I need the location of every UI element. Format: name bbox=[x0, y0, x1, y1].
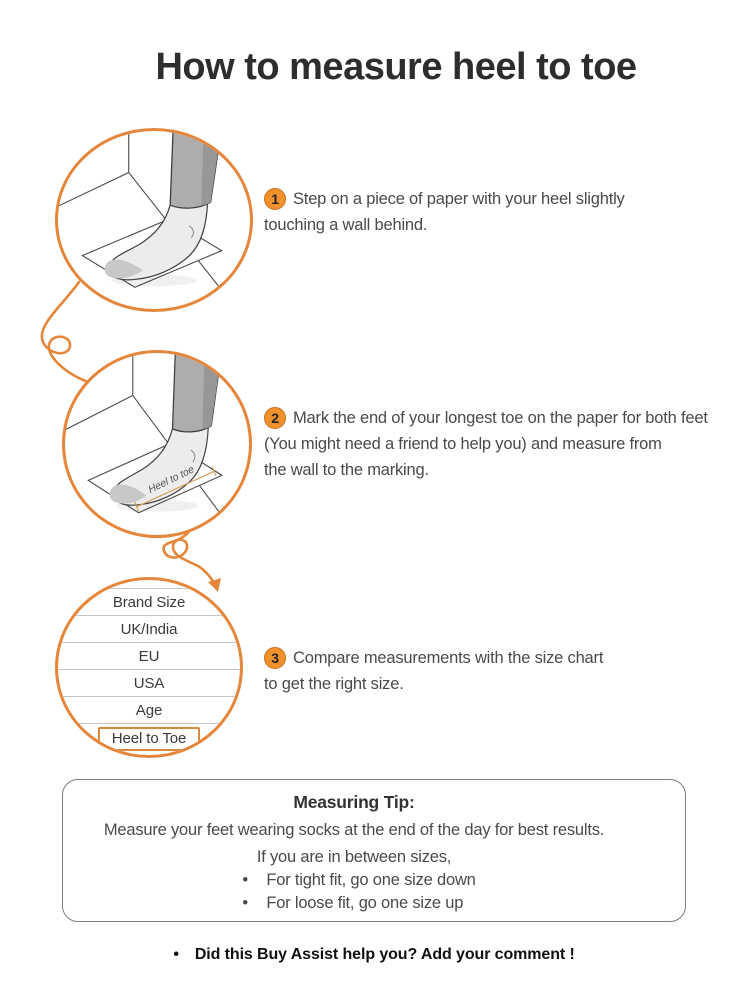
step-1 bbox=[264, 186, 746, 238]
size-chart-row-label: UK/India bbox=[120, 620, 178, 638]
size-chart-row-label: Brand Size bbox=[112, 593, 186, 611]
step-3-text-line: to get the right size. bbox=[264, 675, 404, 693]
step-1-number-badge: 1 bbox=[264, 188, 286, 210]
size-chart-row bbox=[58, 696, 240, 723]
footer-text: Did this Buy Assist help you? Add your comment ! bbox=[194, 946, 575, 963]
measuring-tip-list bbox=[232, 869, 475, 915]
step-2 bbox=[264, 405, 746, 483]
foot-on-paper-illustration bbox=[58, 131, 250, 309]
step-3 bbox=[264, 645, 746, 697]
page-title: How to measure heel to toe bbox=[155, 46, 637, 88]
step-2-text-line: the wall to the marking. bbox=[264, 461, 429, 479]
size-chart-row bbox=[58, 642, 240, 669]
trouser-shading bbox=[201, 131, 221, 205]
measuring-tip-bullet: • For loose fit, go one size up bbox=[232, 892, 475, 915]
size-chart-row-highlighted bbox=[58, 723, 240, 754]
measuring-tip-bullet: • For tight fit, go one size down bbox=[232, 869, 475, 892]
illustration-step1-circle bbox=[55, 128, 253, 312]
size-chart-row bbox=[58, 669, 240, 696]
heel-to-toe-label: Heel to toe bbox=[146, 464, 196, 497]
size-chart-row-label: EU bbox=[138, 647, 160, 665]
measuring-tip-condition: If you are in between sizes, bbox=[256, 848, 452, 866]
step-2-number-badge: 2 bbox=[264, 407, 286, 429]
squiggle-circle2-to-circle3 bbox=[163, 530, 216, 586]
trouser-shading bbox=[203, 353, 222, 429]
size-chart-row-label: USA bbox=[133, 674, 165, 692]
step-3-number-badge: 3 bbox=[264, 647, 286, 669]
foot-measure-illustration bbox=[65, 353, 249, 535]
step-2-text-line: (You might need a friend to help you) and measure from bbox=[264, 435, 662, 453]
measuring-tip-title: Measuring Tip: bbox=[293, 792, 415, 812]
footer-bullet: • bbox=[173, 946, 179, 963]
illustration-step2-circle bbox=[62, 350, 252, 538]
size-chart-row bbox=[58, 588, 240, 615]
size-chart-row-label: Age bbox=[135, 701, 163, 719]
heel-to-toe-highlight-box: Heel to Toe bbox=[98, 727, 201, 751]
footer-note bbox=[0, 946, 748, 964]
step-3-text-line: Compare measurements with the size chart bbox=[293, 649, 604, 667]
squiggle-circle1-to-circle2 bbox=[42, 282, 88, 382]
step-2-text-line: Mark the end of your longest toe on the paper for both feet bbox=[293, 409, 708, 427]
size-chart-row bbox=[58, 615, 240, 642]
size-chart-table bbox=[58, 588, 240, 754]
step-1-text-line: Step on a piece of paper with your heel slightly bbox=[293, 190, 625, 208]
measuring-tip-box bbox=[62, 779, 686, 922]
step-1-text-line: touching a wall behind. bbox=[264, 216, 428, 234]
measuring-tip-intro: Measure your feet wearing socks at the end of the day for best results. bbox=[103, 821, 605, 839]
size-chart-circle bbox=[55, 577, 243, 758]
